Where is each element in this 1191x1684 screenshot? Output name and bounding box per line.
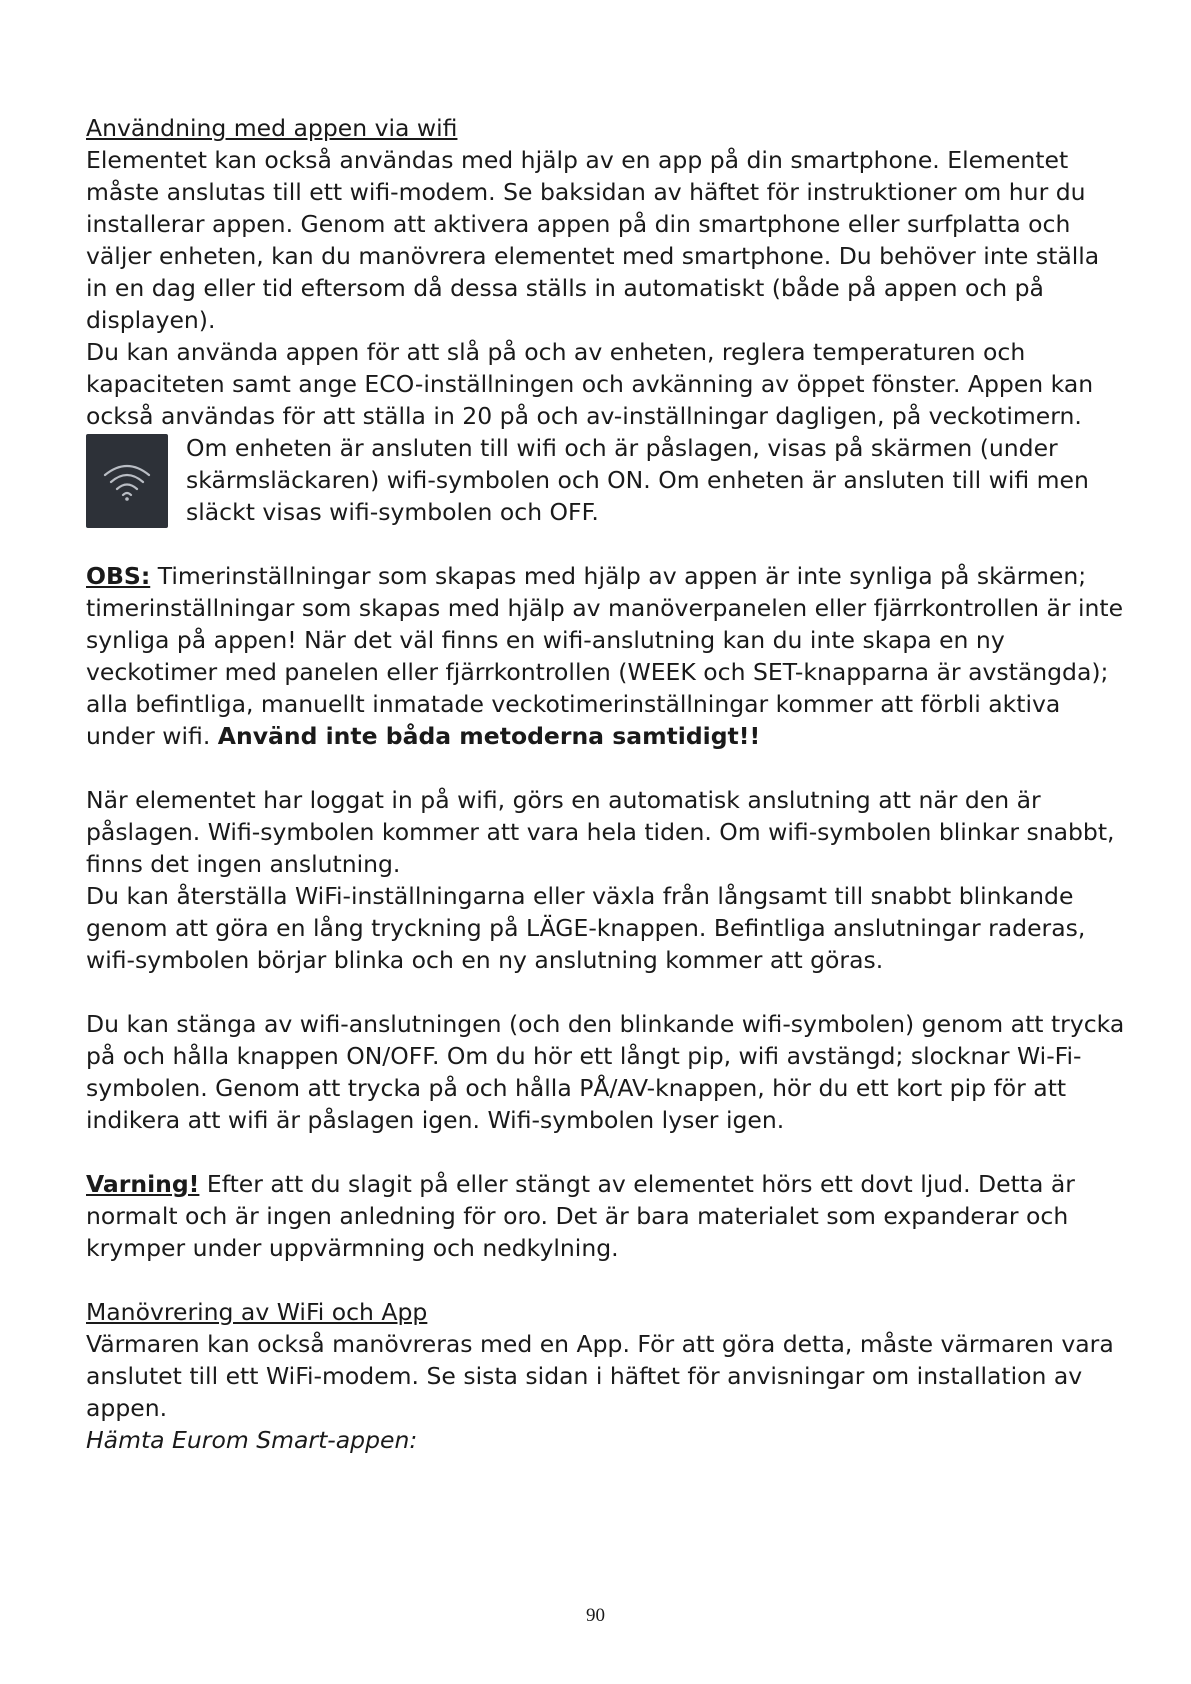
download-app-text: Hämta Eurom Smart-appen: <box>86 1426 418 1454</box>
section-heading-wifi-app: Manövrering av WiFi och App <box>86 1298 428 1326</box>
paragraph-intro: Elementet kan också användas med hjälp av en app på din smartphone. Elementet måste anslutas till ett wifi-modem. Se baksidan av häftet för instruktioner om hur du installerar appen. Genom att aktivera appen på din smartphone eller surfplatta och väljer enheten, kan du manövrera elementet med smartphone. Du behöver inte ställa in en dag eller tid eftersom då dessa ställs in automatiskt (både på appen och på displayen). <box>86 146 1100 334</box>
paragraph-reset: Du kan återställa WiFi-inställningarna eller växla från långsamt till snabbt blinkande genom att göra en lång tryckning på LÄGE-knappen. Befintliga anslutningar raderas, wifi-symbolen börjar blinka och en ny anslutning kommer att göras. <box>86 882 1086 974</box>
wifi-icon <box>86 434 168 528</box>
paragraph-obs <box>86 560 1126 752</box>
paragraph-app-functions: Du kan använda appen för att slå på och av enheten, reglera temperaturen och kapaciteten samt ange ECO-inställningen och avkänning av öppet fönster. Appen kan också användas för att ställa in 20 på och av-inställningar dagligen, på veckotimern. <box>86 338 1094 430</box>
warning-text: Efter att du slagit på eller stängt av elementet hörs ett dovt ljud. Detta är normalt och är ingen anledning för oro. Det är bara materialet som expanderar och krymper under uppvärmning och nedkylning. <box>86 1170 1075 1262</box>
paragraph-warning <box>86 1168 1126 1264</box>
obs-emphasis: Använd inte båda metoderna samtidigt!! <box>217 722 761 750</box>
page-number: 90 <box>586 1605 605 1626</box>
paragraph-connection: När elementet har loggat in på wifi, görs en automatisk anslutning att när den är påslagen. Wifi-symbolen kommer att vara hela tiden. Om wifi-symbolen blinkar snabbt, finns det ingen anslutning. <box>86 786 1115 878</box>
paragraph-disable-wifi: Du kan stänga av wifi-anslutningen (och den blinkande wifi-symbolen) genom att trycka på och hålla knappen ON/OFF. Om du hör ett långt pip, wifi avstängd; slocknar Wi-Fi-symbolen. Genom att trycka på och hålla PÅ/AV-knappen, hör du ett kort pip för att indikera att wifi är påslagen igen. Wifi-symbolen lyser igen. <box>86 1010 1125 1134</box>
section-heading-app-wifi: Användning med appen via wifi <box>86 114 458 142</box>
obs-label: OBS: <box>86 562 151 590</box>
warning-label: Varning! <box>86 1170 200 1198</box>
obs-text: Timerinställningar som skapas med hjälp av appen är inte synliga på skärmen; timerinställningar som skapas med hjälp av manöverpanelen eller fjärrkontrollen är inte synliga på appen! När det väl finns en wifi-anslutning kan du inte skapa en ny veckotimer med panelen eller fjärrkontrollen (WEEK och SET-knapparna är avstängda); alla befintliga, manuellt inmatade veckotimerinställningar kommer att förbli aktiva under wifi. <box>86 562 1124 750</box>
wifi-icon-note <box>86 432 1126 528</box>
document-body <box>86 112 1126 1456</box>
paragraph-wifi-status: Om enheten är ansluten till wifi och är påslagen, visas på skärmen (under skärmsläckaren) wifi-symbolen och ON. Om enheten är ansluten till wifi men släckt visas wifi-symbolen och OFF. <box>186 434 1089 526</box>
paragraph-app-operation: Värmaren kan också manövreras med en App. För att göra detta, måste värmaren vara anslutet till ett WiFi-modem. Se sista sidan i häftet för anvisningar om installation av appen. <box>86 1330 1114 1422</box>
